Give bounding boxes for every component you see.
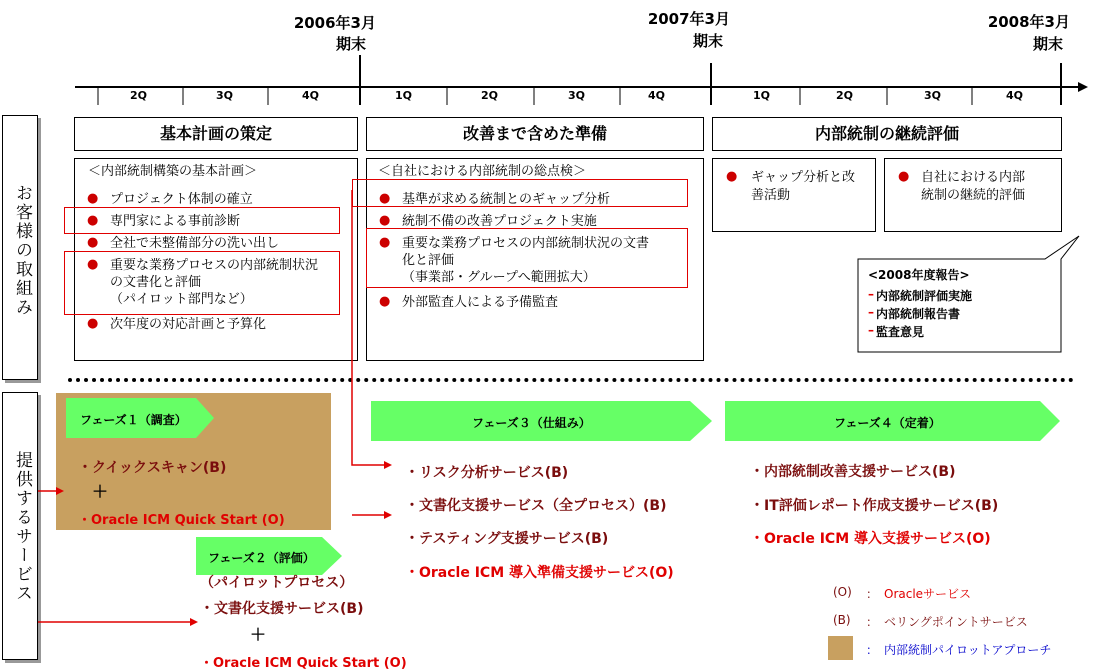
highlight-full-documentation: [366, 228, 688, 288]
stage-prep-header: 改善まで含めた準備: [366, 117, 704, 151]
bullet-icon: ●: [87, 316, 99, 331]
plan-item: プロジェクト体制の確立: [110, 192, 253, 207]
plan-item: 次年度の対応計画と予算化: [110, 317, 267, 332]
legend-b-text: ベリングポイントサービス: [884, 615, 1028, 629]
milestone-2008-label: 期末: [1033, 35, 1064, 53]
milestone-2008-date: 2008年3月: [987, 13, 1070, 31]
quarter-label: 3Q: [216, 89, 234, 102]
eval-gap-text: 善活動: [751, 188, 791, 203]
quarter-label: 2Q: [130, 89, 148, 102]
prep-item: 化と評価: [402, 253, 455, 268]
quarter-label: 4Q: [648, 89, 666, 102]
plus-icon: ＋: [250, 625, 267, 644]
prep-item: 外部監査人による予備監査: [402, 295, 559, 310]
quarter-label: 2Q: [836, 89, 854, 102]
stage-plan-header: 基本計画の策定: [74, 117, 358, 151]
plan-item: の文書化と評価: [110, 275, 202, 290]
plus-icon: ＋: [92, 482, 109, 501]
prep-item: 基準が求める統制とのギャップ分析: [402, 192, 611, 207]
bullet-icon: ●: [87, 191, 99, 206]
quarter-label: 2Q: [481, 89, 499, 102]
prep-box-heading: ＜自社における内部統制の総点検＞: [378, 164, 587, 179]
service-documentation: ・文書化支援サービス(B): [200, 601, 364, 617]
legend-b-key: (B): [833, 613, 851, 627]
stage-eval-header: 内部統制の継続評価: [712, 117, 1062, 151]
eval-gap-text: ギャップ分析と改: [751, 170, 856, 185]
prep-item: 統制不備の改善プロジェクト実施: [402, 214, 597, 229]
prep-item: （事業部・グループへ範囲拡大）: [402, 270, 596, 285]
eval-continuous-text: 自社における内部: [921, 170, 1026, 185]
legend-pilot-sep: ：: [866, 643, 879, 657]
dash-icon: –: [868, 323, 874, 337]
service-oracle-implementation: ・Oracle ICM 導入支援サービス(O): [750, 531, 991, 547]
plan-item: 専門家による事前診断: [110, 214, 241, 229]
bullet-icon: ●: [379, 235, 391, 250]
service-improvement: ・内部統制改善支援サービス(B): [750, 464, 956, 480]
quarter-label: 3Q: [568, 89, 586, 102]
eval-continuous-text: 統制の継続的評価: [921, 188, 1026, 203]
report-item: 内部統制報告書: [876, 307, 961, 321]
service-it-report: ・IT評価レポート作成支援サービス(B): [750, 498, 999, 514]
service-oracle-prep: ・Oracle ICM 導入準備支援サービス(O): [405, 565, 674, 581]
quarter-label: 1Q: [753, 89, 771, 102]
dash-icon: –: [868, 305, 874, 319]
pilot-process-label: （パイロットプロセス）: [200, 575, 354, 591]
bullet-icon: ●: [87, 213, 99, 228]
phase3-label: フェーズ３（仕組み）: [472, 416, 591, 430]
service-oracle-quick-start-2: ・Oracle ICM Quick Start (O): [200, 656, 407, 671]
bullet-icon: ●: [379, 213, 391, 228]
highlight-gap-analysis: [352, 179, 688, 207]
bullet-icon: ●: [898, 169, 910, 184]
legend-o-text: Oracleサービス: [884, 587, 972, 601]
phase2-label: フェーズ２（評価）: [208, 551, 315, 565]
report-title: <2008年度報告>: [868, 268, 970, 282]
quarter-label: 4Q: [302, 89, 320, 102]
plan-item: （パイロット部門など）: [110, 292, 253, 307]
legend-b-sep: ：: [866, 615, 879, 629]
dash-icon: –: [868, 287, 874, 301]
prep-item: 重要な業務プロセスの内部統制状況の文書: [402, 236, 650, 251]
services-section-label: 提供するサービス: [12, 451, 32, 603]
bullet-icon: ●: [87, 235, 99, 250]
legend-pilot-swatch: [828, 636, 853, 660]
legend-o-sep: ：: [866, 587, 879, 601]
legend-o-key: (O): [833, 585, 852, 599]
quarter-label: 3Q: [924, 89, 942, 102]
customer-section-label: お客様の取組み: [12, 184, 32, 317]
report-item: 内部統制評価実施: [876, 289, 973, 303]
milestone-2006-date: 2006年3月: [293, 14, 376, 32]
bullet-icon: ●: [87, 257, 99, 272]
bullet-icon: ●: [726, 169, 738, 184]
phase4-label: フェーズ４（定着）: [834, 416, 941, 430]
phase1-label: フェーズ１（調査）: [80, 413, 187, 427]
highlight-pilot-documentation: [64, 251, 340, 315]
service-risk-analysis: ・リスク分析サービス(B): [405, 465, 569, 481]
service-testing: ・テスティング支援サービス(B): [405, 531, 609, 547]
milestone-2006-label: 期末: [336, 35, 367, 53]
quarter-label: 1Q: [395, 89, 413, 102]
plan-box-heading: ＜内部統制構築の基本計画＞: [88, 164, 258, 179]
service-oracle-quick-start: ・Oracle ICM Quick Start (O): [78, 513, 285, 528]
bullet-icon: ●: [379, 191, 391, 206]
legend-pilot-text: 内部統制パイロットアプローチ: [884, 643, 1052, 657]
highlight-expert-diagnosis: [64, 207, 340, 234]
plan-item: 重要な業務プロセスの内部統制状況: [110, 258, 319, 273]
service-quick-scan: ・クイックスキャン(B): [78, 460, 227, 476]
bullet-icon: ●: [379, 294, 391, 309]
service-full-documentation: ・文書化支援サービス（全プロセス）(B): [405, 498, 667, 514]
milestone-2007-label: 期末: [693, 32, 724, 50]
milestone-2007-date: 2007年3月: [647, 10, 730, 28]
quarter-label: 4Q: [1006, 89, 1024, 102]
plan-item: 全社で未整備部分の洗い出し: [110, 236, 280, 251]
report-item: 監査意見: [876, 325, 925, 339]
